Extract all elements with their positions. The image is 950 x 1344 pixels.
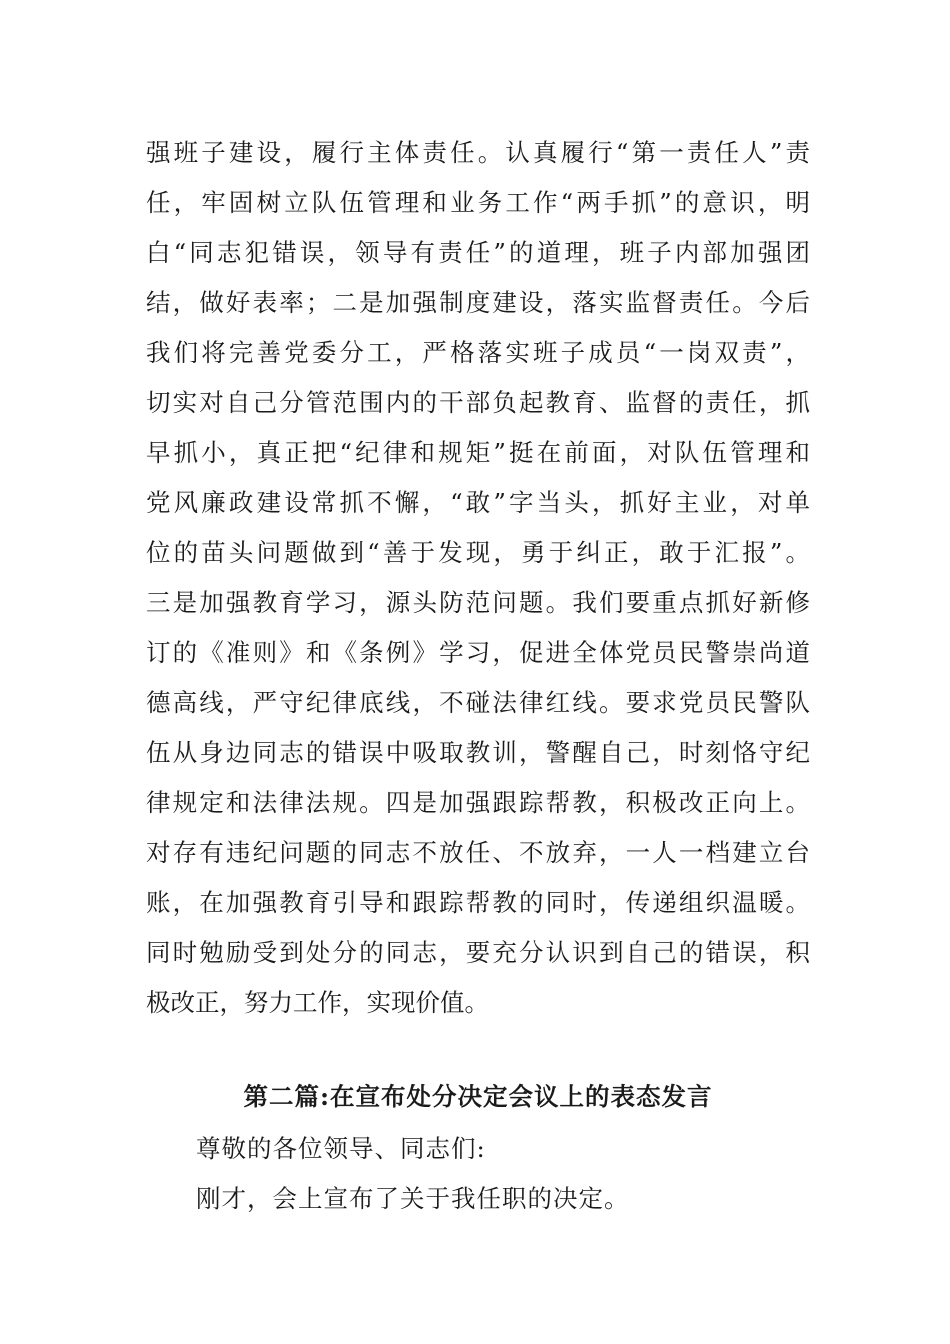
body-line: 伍从身边同志的错误中吸取教训，警醒自己，时刻恪守纪: [146, 738, 810, 767]
body-line: 我们将完善党委分工，严格落实班子成员“一岗双责”，: [146, 338, 810, 367]
body-line: 账，在加强教育引导和跟踪帮教的同时，传递组织温暖。: [146, 888, 810, 917]
body-line: 同时勉励受到处分的同志，要充分认识到自己的错误，积: [146, 938, 810, 967]
body-line: 强班子建设，履行主体责任。认真履行“第一责任人”责: [146, 138, 810, 167]
body-line: 律规定和法律法规。四是加强跟踪帮教，积极改正向上。: [146, 788, 810, 817]
section-two-first-line: 刚才，会上宣布了关于我任职的决定。: [196, 1184, 630, 1213]
body-line: 三是加强教育学习，源头防范问题。我们要重点抓好新修: [146, 588, 810, 617]
body-line: 对存有违纪问题的同志不放任、不放弃，一人一档建立台: [146, 838, 810, 867]
body-line: 结，做好表率；二是加强制度建设，落实监督责任。今后: [146, 288, 810, 317]
body-line: 位的苗头问题做到“善于发现，勇于纠正，敢于汇报”。: [146, 538, 810, 567]
body-line-last: 极改正，努力工作，实现价值。: [146, 988, 489, 1017]
body-line: 白“同志犯错误，领导有责任”的道理，班子内部加强团: [146, 238, 810, 267]
body-line: 党风廉政建设常抓不懈，“敢”字当头，抓好主业，对单: [146, 488, 810, 517]
body-line: 早抓小，真正把“纪律和规矩”挺在前面，对队伍管理和: [146, 438, 810, 467]
greeting-line: 尊敬的各位领导、同志们:: [196, 1134, 486, 1163]
body-line: 德高线，严守纪律底线，不碰法律红线。要求党员民警队: [146, 688, 810, 717]
body-line: 任，牢固树立队伍管理和业务工作“两手抓”的意识，明: [146, 188, 810, 217]
body-line: 订的《准则》和《条例》学习，促进全体党员民警崇尚道: [146, 638, 810, 667]
body-line: 切实对自己分管范围内的干部负起教育、监督的责任，抓: [146, 388, 810, 417]
section-one-body: [146, 128, 810, 1028]
section-two-title: 第二篇:在宣布处分决定会议上的表态发言: [243, 1082, 713, 1111]
